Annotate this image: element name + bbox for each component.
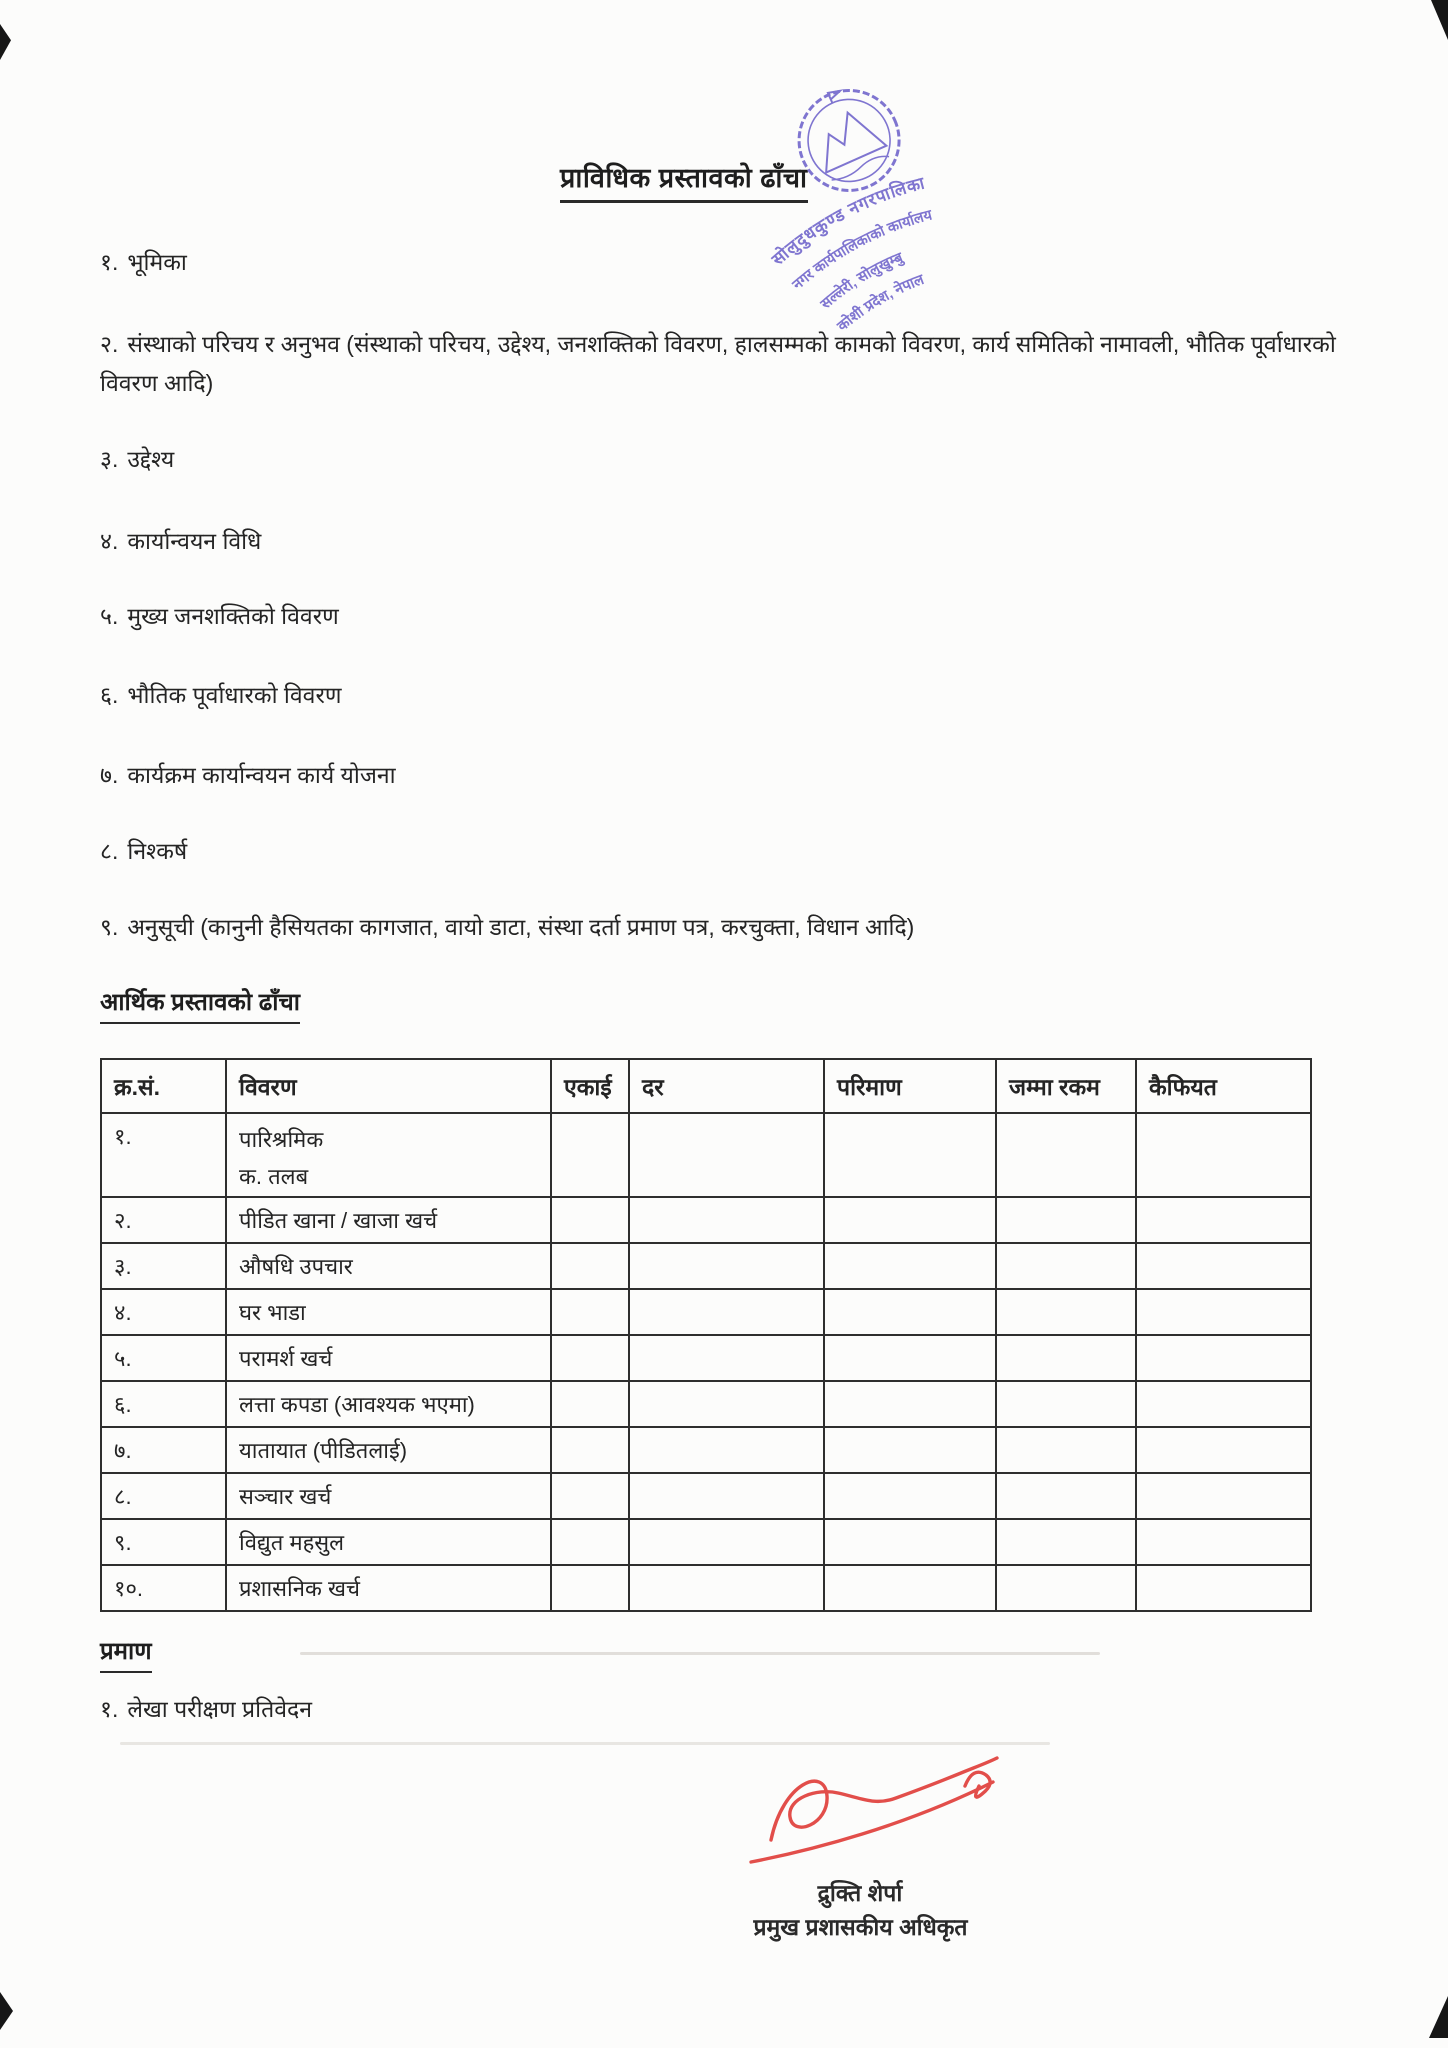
empty-cell [996,1381,1136,1427]
signature-scribble [733,1740,1023,1890]
item-number: ९. [100,914,119,940]
sn-cell: १. [101,1113,226,1197]
empty-cell [1136,1197,1311,1243]
empty-cell [996,1113,1136,1197]
desc-cell: सञ्चार खर्च [226,1473,551,1519]
table-row [101,1565,1311,1611]
scan-smudge [300,1652,1100,1655]
scan-corner-artifact [1429,1996,1448,2038]
desc-cell: विद्युत महसुल [226,1519,551,1565]
desc-cell: घर भाडा [226,1289,551,1335]
empty-cell [551,1427,629,1473]
empty-cell [629,1565,824,1611]
empty-cell [629,1243,824,1289]
empty-cell [629,1113,824,1197]
empty-cell [551,1381,629,1427]
signer-designation: प्रमुख प्रशासकीय अधिकृत [753,1914,968,1940]
item-number: ८. [100,838,119,864]
scan-corner-artifact [0,24,11,60]
table-header-row [101,1059,1311,1113]
list-item-3 [100,440,1362,479]
cost-table [100,1058,1312,1612]
empty-cell [1136,1335,1311,1381]
empty-cell [996,1565,1136,1611]
list-item-8 [100,832,1362,871]
item-text: संस्थाको परिचय र अनुभव (संस्थाको परिचय, उद्देश्य, जनशक्तिको विवरण, हालसम्मको कामको विवरण, कार्य समितिको नामावली, भौतिक पूर्वाधारको विवरण आदि) [100,331,1336,396]
desc-cell: पीडित खाना / खाजा खर्च [226,1197,551,1243]
stamp-office-text: नगर कार्यपालिकाको कार्यालय [789,207,934,294]
signer-name: द्रुक्ति शेर्पा [817,1880,903,1906]
sn-cell: १०. [101,1565,226,1611]
item-text: लेखा परीक्षण प्रतिवेदन [127,1696,312,1722]
table-row [101,1427,1311,1473]
table-row [101,1197,1311,1243]
empty-cell [996,1243,1136,1289]
empty-cell [629,1335,824,1381]
list-item-6 [100,676,1362,715]
desc-cell: प्रशासनिक खर्च [226,1565,551,1611]
empty-cell [1136,1473,1311,1519]
table-row [101,1243,1311,1289]
empty-cell [996,1335,1136,1381]
desc-line: क. तलब [239,1164,309,1189]
stamp-org-text: सोलुदुधकुण्ड नगरपालिका [768,173,928,270]
empty-cell [1136,1243,1311,1289]
proof-heading: प्रमाण [100,1634,152,1673]
empty-cell [551,1289,629,1335]
item-text: भूमिका [127,249,187,275]
item-number: ४. [100,528,119,554]
empty-cell [996,1427,1136,1473]
col-header-remarks: कैफियत [1136,1059,1311,1113]
empty-cell [824,1381,996,1427]
item-number: ३. [100,446,119,472]
empty-cell [824,1197,996,1243]
empty-cell [629,1197,824,1243]
desc-cell: औषधि उपचार [226,1243,551,1289]
empty-cell [824,1289,996,1335]
col-header-total: जम्मा रकम [996,1059,1136,1113]
empty-cell [824,1113,996,1197]
table-row [101,1113,1311,1197]
table-row [101,1519,1311,1565]
empty-cell [551,1197,629,1243]
empty-cell [629,1381,824,1427]
item-text: भौतिक पूर्वाधारको विवरण [127,682,342,708]
empty-cell [1136,1289,1311,1335]
empty-cell [551,1519,629,1565]
list-item-4 [100,522,1362,561]
table-row [101,1381,1311,1427]
sn-cell: ६. [101,1381,226,1427]
empty-cell [629,1473,824,1519]
empty-cell [551,1243,629,1289]
col-header-rate: दर [629,1059,824,1113]
page-title: प्राविधिक प्रस्तावको ढाँचा [560,158,808,203]
empty-cell [629,1519,824,1565]
item-number: ७. [100,762,119,788]
item-number: ५. [100,603,119,629]
desc-cell: यातायात (पीडितलाई) [226,1427,551,1473]
financial-section-heading: आर्थिक प्रस्तावको ढाँचा [100,985,300,1024]
stamp-place-text: सल्लेरी, सोलुखुम्बु [818,249,906,313]
empty-cell [996,1197,1136,1243]
list-item-7 [100,756,1362,795]
empty-cell [824,1519,996,1565]
empty-cell [629,1289,824,1335]
item-text: कार्यक्रम कार्यान्वयन कार्य योजना [127,762,396,788]
desc-cell: लत्ता कपडा (आवश्यक भएमा) [226,1381,551,1427]
empty-cell [551,1113,629,1197]
stamp-province-text: कोशी प्रदेश, नेपाल [834,271,927,335]
desc-cell: परामर्श खर्च [226,1335,551,1381]
empty-cell [1136,1427,1311,1473]
scan-corner-artifact [0,1992,13,2030]
col-header-desc: विवरण [226,1059,551,1113]
list-item-5 [100,597,1362,636]
sn-cell: ४. [101,1289,226,1335]
col-header-sn: क्र.सं. [101,1059,226,1113]
empty-cell [824,1565,996,1611]
empty-cell [824,1473,996,1519]
item-text: उद्देश्य [127,446,175,472]
list-item-1 [100,243,1362,282]
table-row [101,1473,1311,1519]
item-number: १. [100,1696,119,1722]
col-header-unit: एकाई [551,1059,629,1113]
empty-cell [551,1565,629,1611]
empty-cell [551,1335,629,1381]
col-header-quantity: परिमाण [824,1059,996,1113]
scan-corner-artifact [1431,0,1448,40]
empty-cell [1136,1519,1311,1565]
empty-cell [996,1473,1136,1519]
list-item-2 [100,325,1362,403]
proof-item [100,1690,1362,1729]
item-text: कार्यान्वयन विधि [127,528,262,554]
item-number: २. [100,331,119,357]
sn-cell: ८. [101,1473,226,1519]
empty-cell [824,1335,996,1381]
desc-cell [226,1113,551,1197]
item-text: मुख्य जनशक्तिको विवरण [127,603,339,629]
empty-cell [1136,1565,1311,1611]
empty-cell [629,1427,824,1473]
table-row [101,1335,1311,1381]
empty-cell [551,1473,629,1519]
empty-cell [1136,1381,1311,1427]
sn-cell: ७. [101,1427,226,1473]
sn-cell: ५. [101,1335,226,1381]
empty-cell [1136,1113,1311,1197]
list-item-9 [100,908,1362,947]
empty-cell [824,1243,996,1289]
sn-cell: ९. [101,1519,226,1565]
item-text: अनुसूची (कानुनी हैसियतका कागजात, वायो डाटा, संस्था दर्ता प्रमाण पत्र, करचुक्ता, विधान आदि) [127,914,915,940]
sn-cell: ३. [101,1243,226,1289]
municipality-stamp [760,76,990,346]
desc-line: पारिश्रमिक [239,1127,324,1152]
empty-cell [824,1427,996,1473]
item-number: ६. [100,682,119,708]
sn-cell: २. [101,1197,226,1243]
empty-cell [996,1519,1136,1565]
empty-cell [996,1289,1136,1335]
item-text: निश्कर्ष [127,838,188,864]
item-number: १. [100,249,119,275]
table-row [101,1289,1311,1335]
